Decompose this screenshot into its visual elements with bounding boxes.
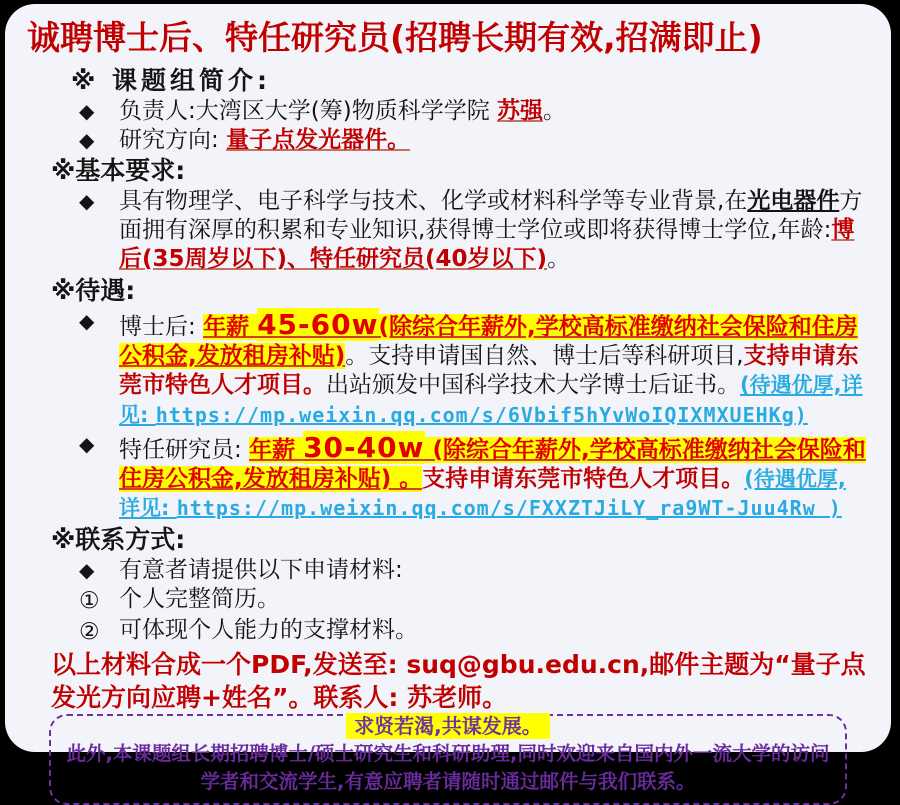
req-seg3: 方面拥有深厚的积累和专业知识,获得博士学位或即将获得博士学位,年龄: [119,187,863,244]
researcher-treatment-row [79,430,871,524]
contact-intro-row [79,556,871,585]
researcher-salary-value: 30-40w [303,430,425,464]
researcher-salary-prefix: 年薪 [249,436,304,463]
diamond-bullet-icon: ◆ [79,308,95,333]
researcher-label: 特任研究员: [119,436,250,463]
footer-dashed-box [49,714,847,805]
postdoc-support3: 出站颁发中国科学技术大学博士后证书。 [326,372,740,399]
research-direction-text [119,126,871,155]
postdoc-treatment-text [119,307,871,430]
diamond-bullet-icon: ◆ [79,188,95,213]
section-header-treatment: ※待遇: [51,275,136,305]
leader-label: 负责人:大湾区大学(筹)物质科学学院 [119,97,498,124]
req-age-limit: 博后(35周岁以下)、特任研究员(40岁以下) [119,217,855,273]
material-item-2 [79,616,871,647]
recruitment-poster [5,4,891,793]
leader-name: 苏强 [497,97,544,124]
researcher-support1: 支持申请东莞市特色人才项目。 [422,466,745,493]
postdoc-salary-prefix: 年薪 [203,313,258,340]
req-field-highlight: 光电器件 [747,187,840,214]
section-header-group-intro: ※ 课题组简介: [71,65,272,95]
section-header-contact: ※联系方式: [51,524,186,554]
postdoc-support1: 。支持申请国自然、博士后等科研项目, [345,343,744,370]
postdoc-treatment-row [79,307,871,430]
diamond-bullet-icon: ◆ [79,431,95,456]
leader-text [119,97,871,126]
req-seg5: 。 [547,246,571,273]
leader-period: 。 [543,97,567,124]
req-seg1: 具有物理学、电子科学与技术、化学或材料科学等专业背景,在 [119,187,748,214]
direction-label: 研究方向: [119,126,227,153]
section-header-requirements: ※基本要求: [51,155,186,185]
postdoc-link-note: (待遇优厚,详见: [119,373,863,427]
diamond-bullet-icon: ◆ [79,98,95,123]
postdoc-salary-note: (除综合年薪外,学校高标准缴纳社会保险和住房公积金,发放租房补贴) [119,313,858,370]
postdoc-label: 博士后: [119,313,204,340]
material-item-2-text: 可体现个人能力的支撑材料。 [119,617,418,644]
diamond-bullet-icon: ◆ [79,557,95,582]
requirements-text [119,187,871,275]
material-item-1 [79,585,871,616]
research-direction-row [79,126,871,155]
circled-number-1-icon: ① [79,587,100,614]
diamond-bullet-icon: ◆ [79,127,95,152]
leader-row [79,97,871,126]
researcher-salary-note: (除综合年薪外,学校高标准缴纳社会保险和住房公积金,发放租房补贴) 。 [119,436,866,493]
material-item-1-text: 个人完整简历。 [119,585,280,612]
page-title: 诚聘博士后、特任研究员(招聘长期有效,招满即止) [27,18,763,57]
contact-intro-text: 有意者请提供以下申请材料: [119,556,403,583]
postdoc-salary-value: 45-60w [257,307,379,341]
circled-number-2-icon: ② [79,619,100,646]
postdoc-detail-link[interactable]: https://mp.weixin.qq.com/s/6Vbif5hYvWoIQIXMXUEHKg) [155,402,808,427]
researcher-link-note: (待遇优厚, 详见: [119,467,846,521]
footer-slogan: 求贤若渴,共谋发展。 [346,713,550,739]
postdoc-support2: 支持申请东莞市特色人才项目。 [119,343,859,399]
researcher-treatment-text [119,430,871,524]
requirements-row [79,187,871,275]
footer-note: 此外,本课题组长期招聘博士/硕士研究生和科研助理,同时欢迎来自国内外一流大学的访问学者和交流学生,有意应聘者请随时通过邮件与我们联系。 [66,742,830,793]
submission-instructions: 以上材料合成一个PDF,发送至: suq@gbu.edu.cn,邮件主题为“量子点发光方向应聘+姓名”。联系人: 苏老师。 [51,650,866,712]
researcher-detail-link[interactable]: https://mp.weixin.qq.com/s/FXXZTJiLY_ra9WT-Juu4Rw ) [176,496,842,521]
direction-value: 量子点发光器件。 [226,126,411,153]
